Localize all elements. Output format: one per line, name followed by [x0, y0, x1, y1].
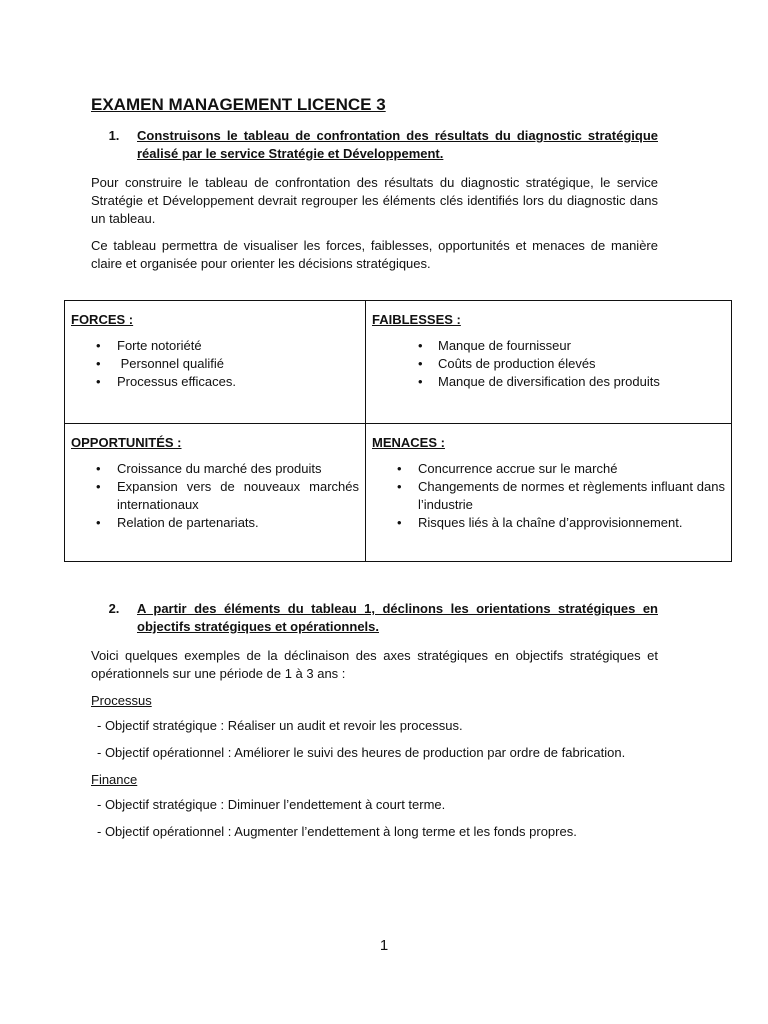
- list-item: • Manque de diversification des produits: [372, 373, 725, 391]
- list-item: • Concurrence accrue sur le marché: [372, 460, 725, 478]
- finance-operational-objective: - Objectif opérationnel : Augmenter l’endettement à long terme et les fonds propres.: [97, 824, 577, 839]
- question-2: [91, 600, 658, 636]
- list-item: • Croissance du marché des produits: [71, 460, 359, 478]
- list-item: • Forte notoriété: [71, 337, 359, 355]
- list-item: • Manque de fournisseur: [372, 337, 725, 355]
- question-1-text: Construisons le tableau de confrontation des résultats du diagnostic stratégique réalisé par le service Stratégie et Développement.: [137, 128, 658, 161]
- question-2-number: 2.: [108, 601, 120, 616]
- question-1-number: 1.: [108, 128, 120, 143]
- page-title: EXAMEN MANAGEMENT LICENCE 3: [91, 95, 386, 114]
- faiblesses-cell: [366, 301, 732, 424]
- finance-strategic-objective: - Objectif stratégique : Diminuer l’endettement à court terme.: [97, 797, 446, 812]
- swot-table: [64, 300, 732, 562]
- paragraph-1: Pour construire le tableau de confrontation des résultats du diagnostic stratégique, le service Stratégie et Développement devrait regrouper les éléments clés identifiés lors du diagnostic dans un tableau.: [91, 175, 658, 226]
- opportunites-list: [71, 460, 359, 532]
- paragraph-2: Ce tableau permettra de visualiser les forces, faiblesses, opportunités et menaces de manière claire et organisée pour orienter les décisions stratégiques.: [91, 238, 658, 271]
- processus-heading: Processus: [91, 693, 152, 708]
- list-item: • Personnel qualifié: [71, 355, 359, 373]
- menaces-list: [372, 460, 725, 532]
- opportunites-cell: [65, 424, 366, 562]
- list-item: • Processus efficaces.: [71, 373, 359, 391]
- list-item: • Coûts de production élevés: [372, 355, 725, 373]
- opportunites-heading: OPPORTUNITÉS :: [71, 435, 182, 450]
- swot-row-1: [65, 301, 732, 424]
- section-1: [91, 94, 658, 282]
- page-number: 1: [379, 937, 389, 954]
- list-item: • Expansion vers de nouveaux marchés internationaux: [71, 478, 359, 514]
- processus-operational-objective: - Objectif opérationnel : Améliorer le suivi des heures de production par ordre de fabrication.: [97, 745, 626, 760]
- swot-row-2: [65, 424, 732, 562]
- menaces-heading: MENACES :: [372, 435, 445, 450]
- processus-strategic-objective: - Objectif stratégique : Réaliser un audit et revoir les processus.: [97, 718, 463, 733]
- list-item: • Relation de partenariats.: [71, 514, 359, 532]
- list-item: • Changements de normes et règlements influant dans l’industrie: [372, 478, 725, 514]
- forces-heading: FORCES :: [71, 312, 134, 327]
- faiblesses-heading: FAIBLESSES :: [372, 312, 461, 327]
- section-2: [91, 600, 658, 850]
- list-item: • Risques liés à la chaîne d’approvisionnement.: [372, 514, 725, 532]
- forces-list: [71, 337, 359, 391]
- menaces-cell: [366, 424, 732, 562]
- forces-cell: [65, 301, 366, 424]
- paragraph-3: Voici quelques exemples de la déclinaison des axes stratégiques en objectifs stratégiques et opérationnels sur une période de 1 à 3 ans :: [91, 648, 658, 681]
- finance-heading: Finance: [91, 772, 138, 787]
- question-1: [91, 127, 658, 163]
- question-2-text: A partir des éléments du tableau 1, déclinons les orientations stratégiques en objectifs stratégiques et opérationnels.: [137, 601, 658, 634]
- faiblesses-list: [372, 337, 725, 391]
